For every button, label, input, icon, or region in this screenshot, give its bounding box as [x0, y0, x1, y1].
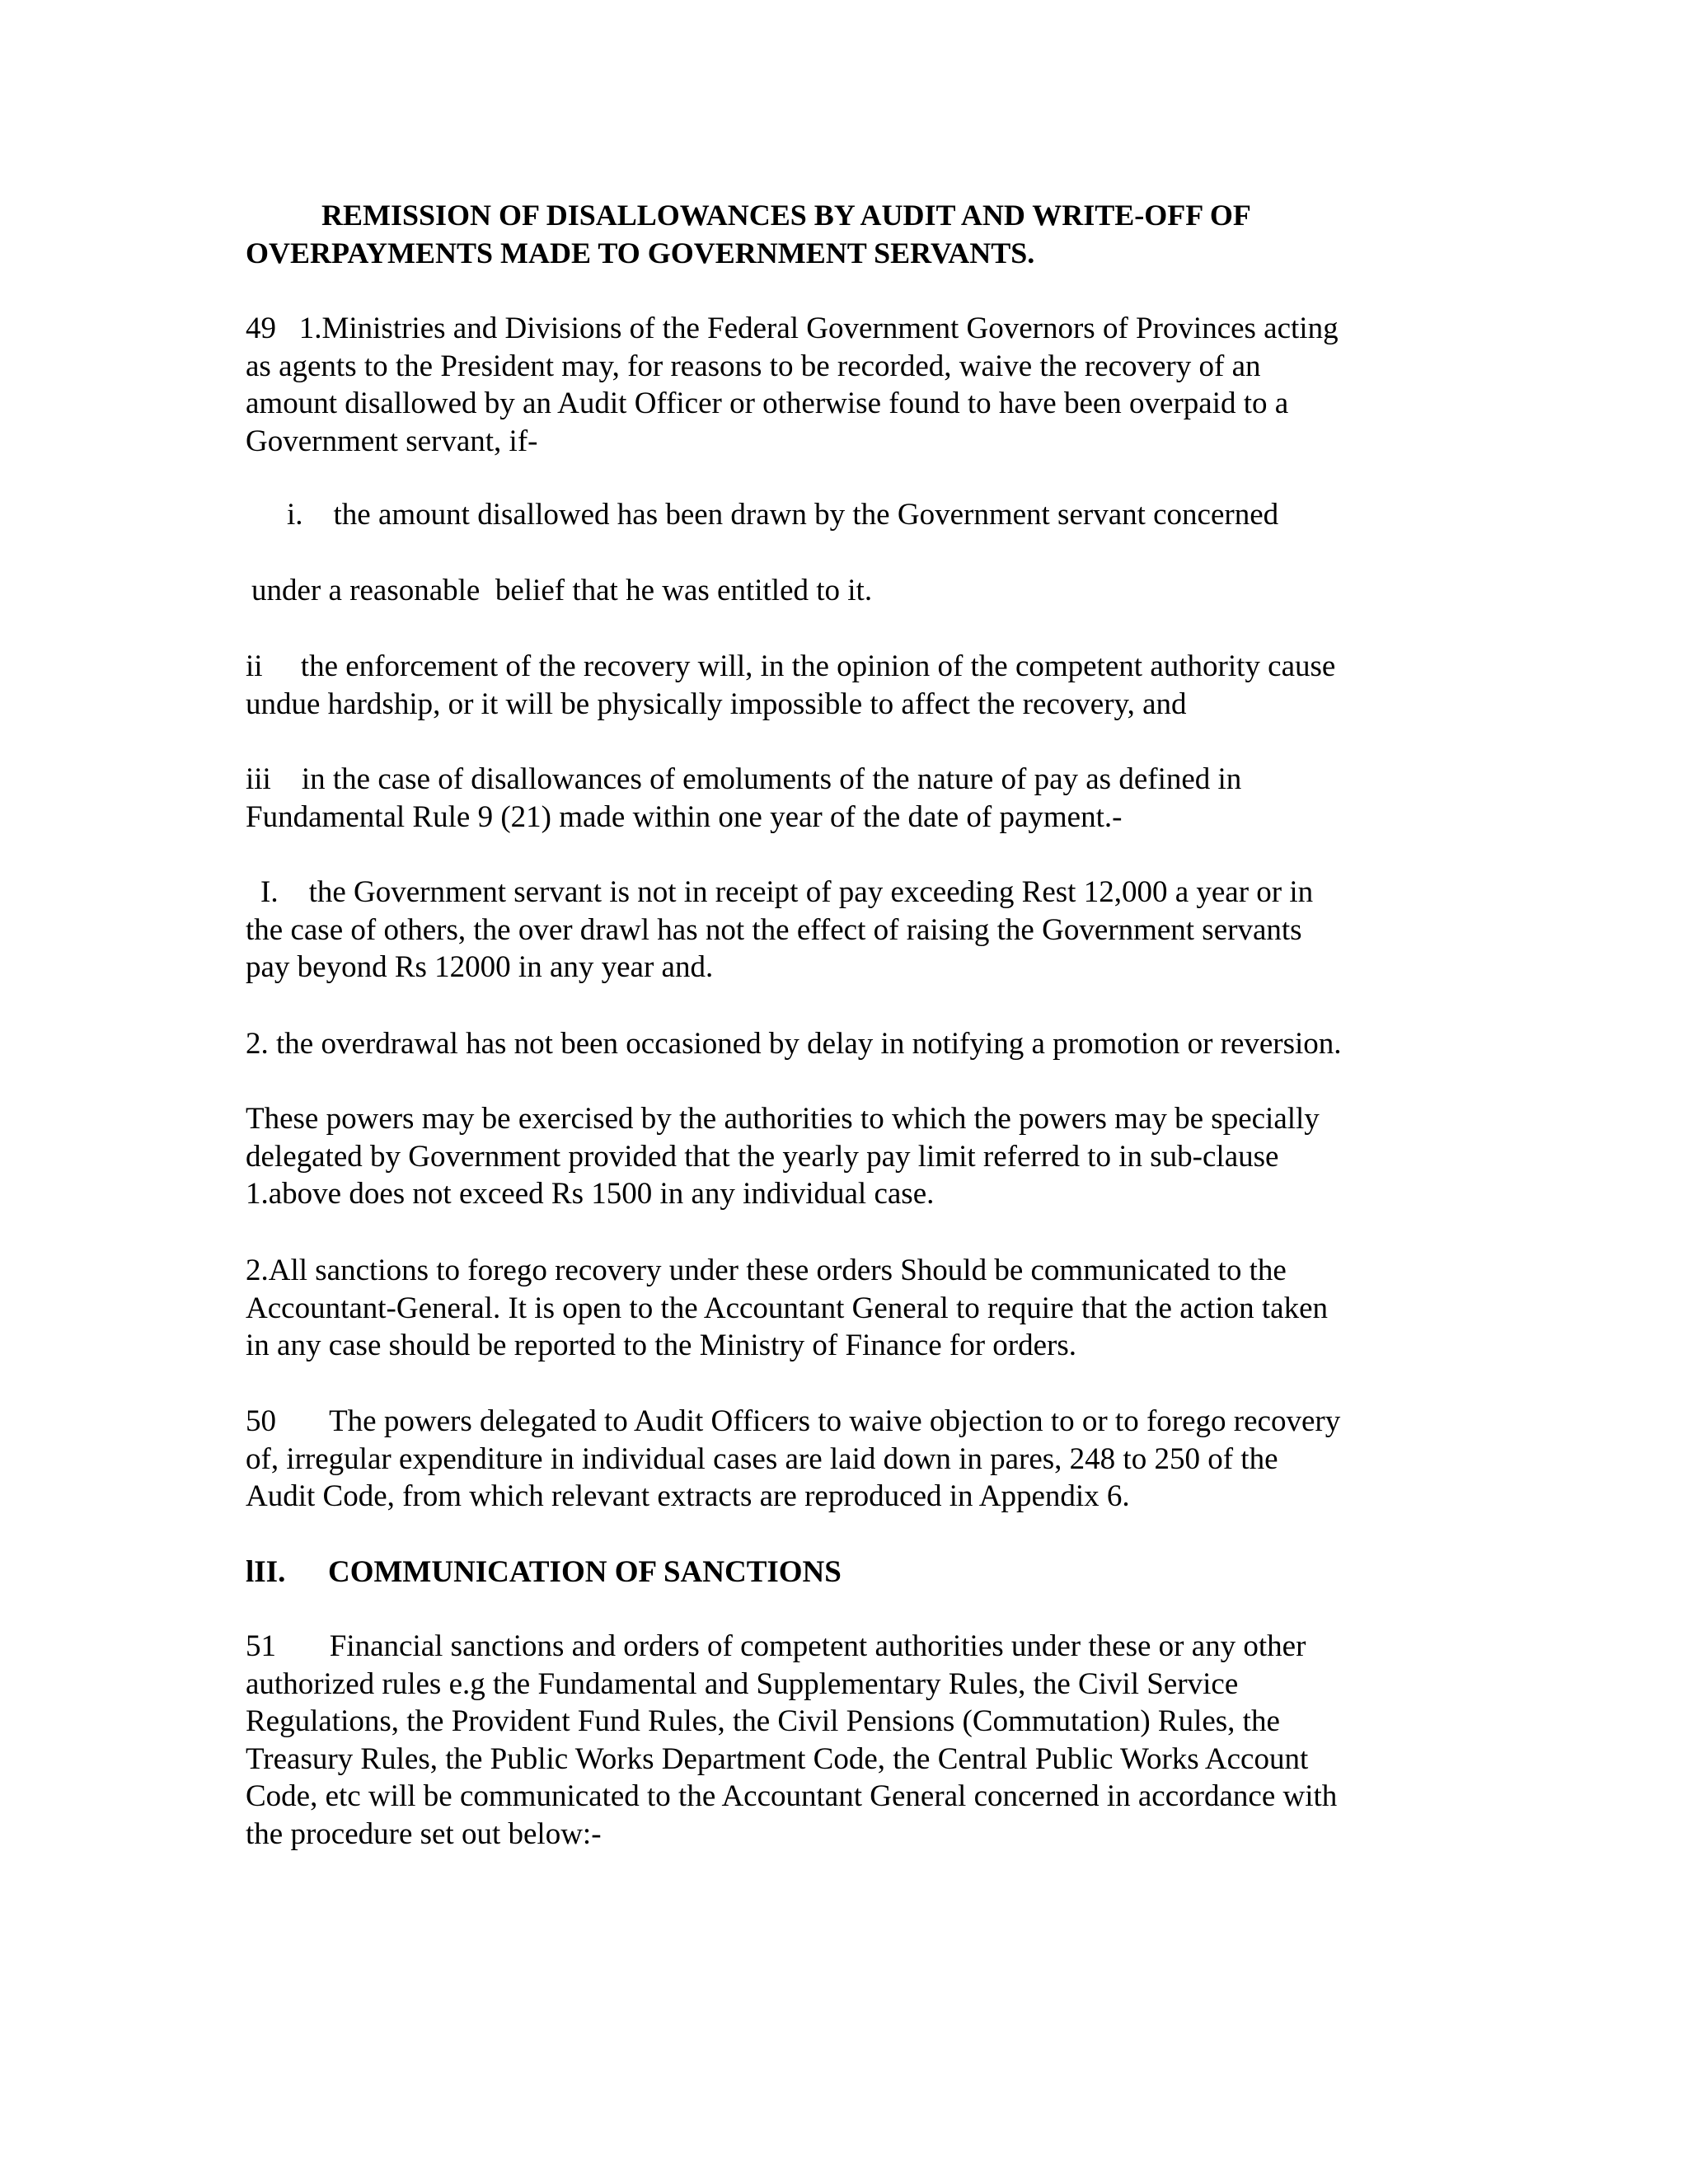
text-line: in any case should be reported to the Ministry of Finance for orders. — [246, 1329, 1076, 1362]
sub-item-I — [246, 874, 1457, 987]
text-line: the procedure set out below:- — [246, 1816, 602, 1851]
text-line: Fundamental Rule 9 (21) made within one year of the date of payment.- — [246, 799, 1123, 834]
item-i — [246, 496, 1457, 534]
text-line: ii the enforcement of the recovery will, in the opinion of the competent authority cause — [246, 649, 1336, 683]
text-line: I. the Government servant is not in receipt of pay exceeding Rest 12,000 a year or in — [260, 875, 1314, 909]
text-line: 50 The powers delegated to Audit Officers to waive objection to or to forego recovery — [246, 1404, 1341, 1438]
text-line: as agents to the President may, for reasons to be recorded, waive the recovery of an — [246, 349, 1261, 383]
text-line: 2.All sanctions to forego recovery under these orders Should be communicated to the — [246, 1254, 1287, 1287]
text-line: undue hardship, or it will be physically impossible to affect the recovery, and — [246, 687, 1187, 721]
section-heading — [246, 1554, 1457, 1591]
text-line: 1.above does not exceed Rs 1500 in any individual case. — [246, 1177, 935, 1211]
title-line: REMISSION OF DISALLOWANCES BY AUDIT AND WRITE-OFF OF — [321, 199, 1251, 232]
item-ii — [246, 648, 1457, 723]
text-line: authorized rules e.g the Fundamental and Supplementary Rules, the Civil Service — [246, 1666, 1239, 1701]
text-line: amount disallowed by an Audit Officer or otherwise found to have been overpaid to a — [246, 387, 1289, 420]
text-line: under a reasonable belief that he was entitled to it. — [251, 574, 873, 607]
title-line: OVERPAYMENTS MADE TO GOVERNMENT SERVANTS. — [246, 237, 1035, 269]
text-line: Government servant, if- — [246, 424, 538, 458]
text-line: 51 Financial sanctions and orders of competent authorities under these or any other — [246, 1629, 1306, 1663]
text-line: Accountant-General. It is open to the Accountant General to require that the action taken — [246, 1291, 1328, 1325]
text-line: Code, etc will be communicated to the Accountant General concerned in accordance with — [246, 1779, 1338, 1813]
text-line: the case of others, the over drawl has not the effect of raising the Government servants — [246, 912, 1302, 947]
text-line: i. the amount disallowed has been drawn by the Government servant concerned — [287, 498, 1279, 532]
sub-item-2 — [246, 1025, 1457, 1063]
item-i-continued — [246, 572, 1457, 610]
text-line: iii in the case of disallowances of emoluments of the nature of pay as defined in — [246, 762, 1242, 796]
text-line: delegated by Government provided that the yearly pay limit referred to in sub-clause — [246, 1139, 1279, 1174]
text-line: of, irregular expenditure in individual cases are laid down in pares, 248 to 250 of the — [246, 1441, 1278, 1476]
section-title: COMMUNICATION OF SANCTIONS — [328, 1555, 842, 1589]
paragraph-50 — [246, 1403, 1457, 1516]
text-line: 49 1.Ministries and Divisions of the Federal Government Governors of Provinces acting — [246, 312, 1339, 345]
text-line: These powers may be exercised by the authorities to which the powers may be specially — [246, 1102, 1320, 1136]
paragraph-49 — [246, 310, 1457, 460]
text-line: pay beyond Rs 12000 in any year and. — [246, 950, 714, 984]
powers-paragraph — [246, 1100, 1457, 1213]
paragraph-51 — [246, 1628, 1457, 1853]
item-iii — [246, 761, 1457, 836]
text-line: Treasury Rules, the Public Works Department Code, the Central Public Works Account — [246, 1741, 1309, 1776]
sanctions-paragraph — [246, 1252, 1457, 1365]
text-line: Audit Code, from which relevant extracts are reproduced in Appendix 6. — [246, 1479, 1130, 1513]
text-line: Regulations, the Provident Fund Rules, the Civil Pensions (Commutation) Rules, the — [246, 1704, 1280, 1738]
document-title — [246, 196, 1457, 272]
section-number: lII. — [246, 1555, 286, 1589]
text-line: 2. the overdrawal has not been occasioned by delay in notifying a promotion or reversion. — [246, 1027, 1342, 1061]
